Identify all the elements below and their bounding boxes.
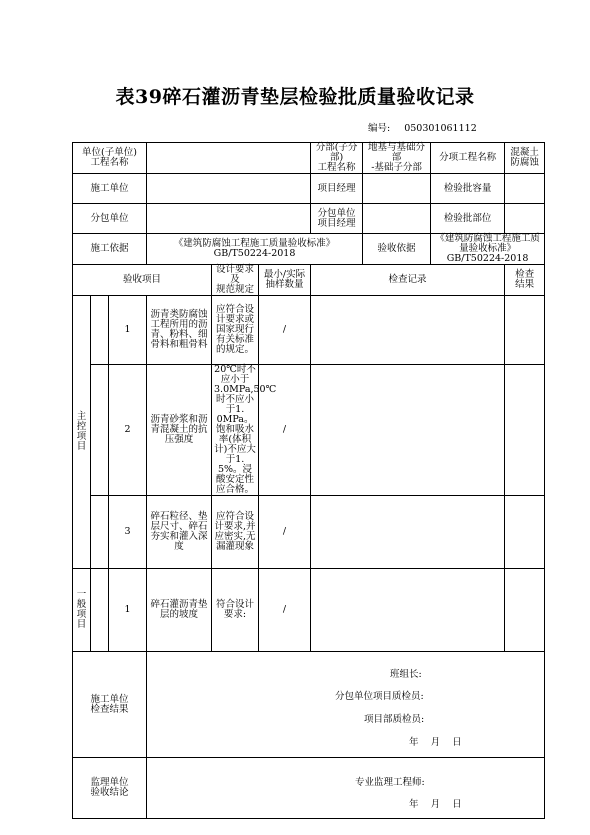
batch-location-label: 检验批部位 (431, 204, 505, 234)
column-inspection-result: 检查 结果 (505, 265, 545, 296)
item-record (311, 496, 505, 569)
item-name-label: 分项工程名称 (431, 143, 505, 174)
construction-check-label: 施工单位 检查结果 (73, 652, 147, 758)
division-name-label: 分部(子分部) 工程名称 (311, 143, 363, 174)
supervision-date: 年 月 日 (409, 799, 462, 810)
item-result (505, 496, 545, 569)
header-row-unit (73, 143, 545, 174)
column-inspection-item: 验收项目 (73, 265, 212, 296)
item-sample: / (259, 496, 311, 569)
item-description: 沥青类防腐蚀工程所用的沥青、粉料、细骨料和粗骨料 (147, 296, 212, 365)
column-design-requirement: 设计要求及 规范规定 (212, 265, 259, 296)
general-item-row (73, 569, 545, 652)
main-item-row (73, 496, 545, 569)
team-leader-label: 班组长: (390, 669, 422, 680)
construction-basis-value: 《建筑防腐蚀工程施工质量验收标准》 GB/T50224-2018 (147, 234, 363, 265)
item-record (311, 365, 505, 496)
unit-name-label: 单位(子单位) 工程名称 (73, 143, 147, 174)
construction-check-row (73, 652, 545, 758)
item-name-value: 混凝土防腐蚀 (505, 143, 545, 174)
sub-pm-label: 分包单位 项目经理 (311, 204, 363, 234)
batch-capacity-value (505, 174, 545, 204)
supervision-label: 监理单位 验收结论 (73, 758, 147, 819)
item-sample: / (259, 296, 311, 365)
division-name-value: 地基与基础分部 -基础子分部 (363, 143, 431, 174)
unit-name-value (147, 143, 311, 174)
doc-no-value: 050301061112 (404, 123, 477, 134)
supervising-engineer-label: 专业监理工程师: (355, 777, 425, 788)
page-title: 表39碎石灌沥青垫层检验批质量验收记录 (115, 86, 475, 108)
project-manager-value (363, 174, 431, 204)
construction-basis-label: 施工依据 (73, 234, 147, 265)
item-result (505, 296, 545, 365)
item-sample: / (259, 365, 311, 496)
item-number: 1 (109, 296, 147, 365)
column-header-row (73, 265, 545, 296)
sub-inspector-label: 分包单位项目质检员: (335, 691, 424, 702)
header-row-basis (73, 234, 545, 265)
item-number: 1 (109, 569, 147, 652)
item-number: 2 (109, 365, 147, 496)
constructor-value (147, 174, 311, 204)
item-record (311, 569, 505, 652)
item-requirement: 20℃时不应小于3.0MPa,50℃时不应小于1. 0MPa。饱和吸水率(体积计)不应大于1. 5%。浸酸安定性应合格。 (212, 365, 259, 496)
construction-signature-area (147, 652, 544, 757)
constructor-label: 施工单位 (73, 174, 147, 204)
main-item-row (73, 296, 545, 365)
sub-pm-value (363, 204, 431, 234)
inspector-label: 项目部质检员: (364, 714, 425, 725)
header-row-subcontractor (73, 204, 545, 234)
project-manager-label: 项目经理 (311, 174, 363, 204)
acceptance-record-form (72, 142, 545, 819)
acceptance-basis-label: 验收依据 (363, 234, 431, 265)
subcontractor-value (147, 204, 311, 234)
item-result (505, 569, 545, 652)
acceptance-basis-value: 《建筑防腐蚀工程施工质量验收标准》GB/T50224-2018 (431, 234, 545, 265)
item-description: 沥青砂浆和沥青混凝土的抗压强度 (147, 365, 212, 496)
header-row-constructor (73, 174, 545, 204)
document-number (368, 120, 477, 134)
column-inspection-record: 检查记录 (311, 265, 505, 296)
item-sample: / (259, 569, 311, 652)
item-record (311, 296, 505, 365)
item-requirement: 应符合设计要求,并应密实,无漏灌现象 (212, 496, 259, 569)
batch-location-value (505, 204, 545, 234)
supervision-row (73, 758, 545, 819)
construction-date: 年 月 日 (409, 737, 462, 748)
item-requirement: 应符合设计要求或国家现行有关标准的规定。 (212, 296, 259, 365)
main-item-row (73, 365, 545, 496)
item-description: 碎石灌沥青垫层的坡度 (147, 569, 212, 652)
doc-no-label: 编号: (368, 123, 391, 134)
item-requirement: 符合设计要求: (212, 569, 259, 652)
supervision-signature-area (147, 758, 544, 818)
column-sample-quantity: 最小/实际 抽样数量 (259, 265, 311, 296)
main-control-group-label: 主 控 项 目 (73, 296, 91, 569)
item-description: 碎石粒径、垫层尺寸、碎石夯实和灌入深度 (147, 496, 212, 569)
subcontractor-label: 分包单位 (73, 204, 147, 234)
item-number: 3 (109, 496, 147, 569)
batch-capacity-label: 检验批容量 (431, 174, 505, 204)
item-result (505, 365, 545, 496)
general-group-label: 一 般 项 目 (73, 569, 91, 652)
